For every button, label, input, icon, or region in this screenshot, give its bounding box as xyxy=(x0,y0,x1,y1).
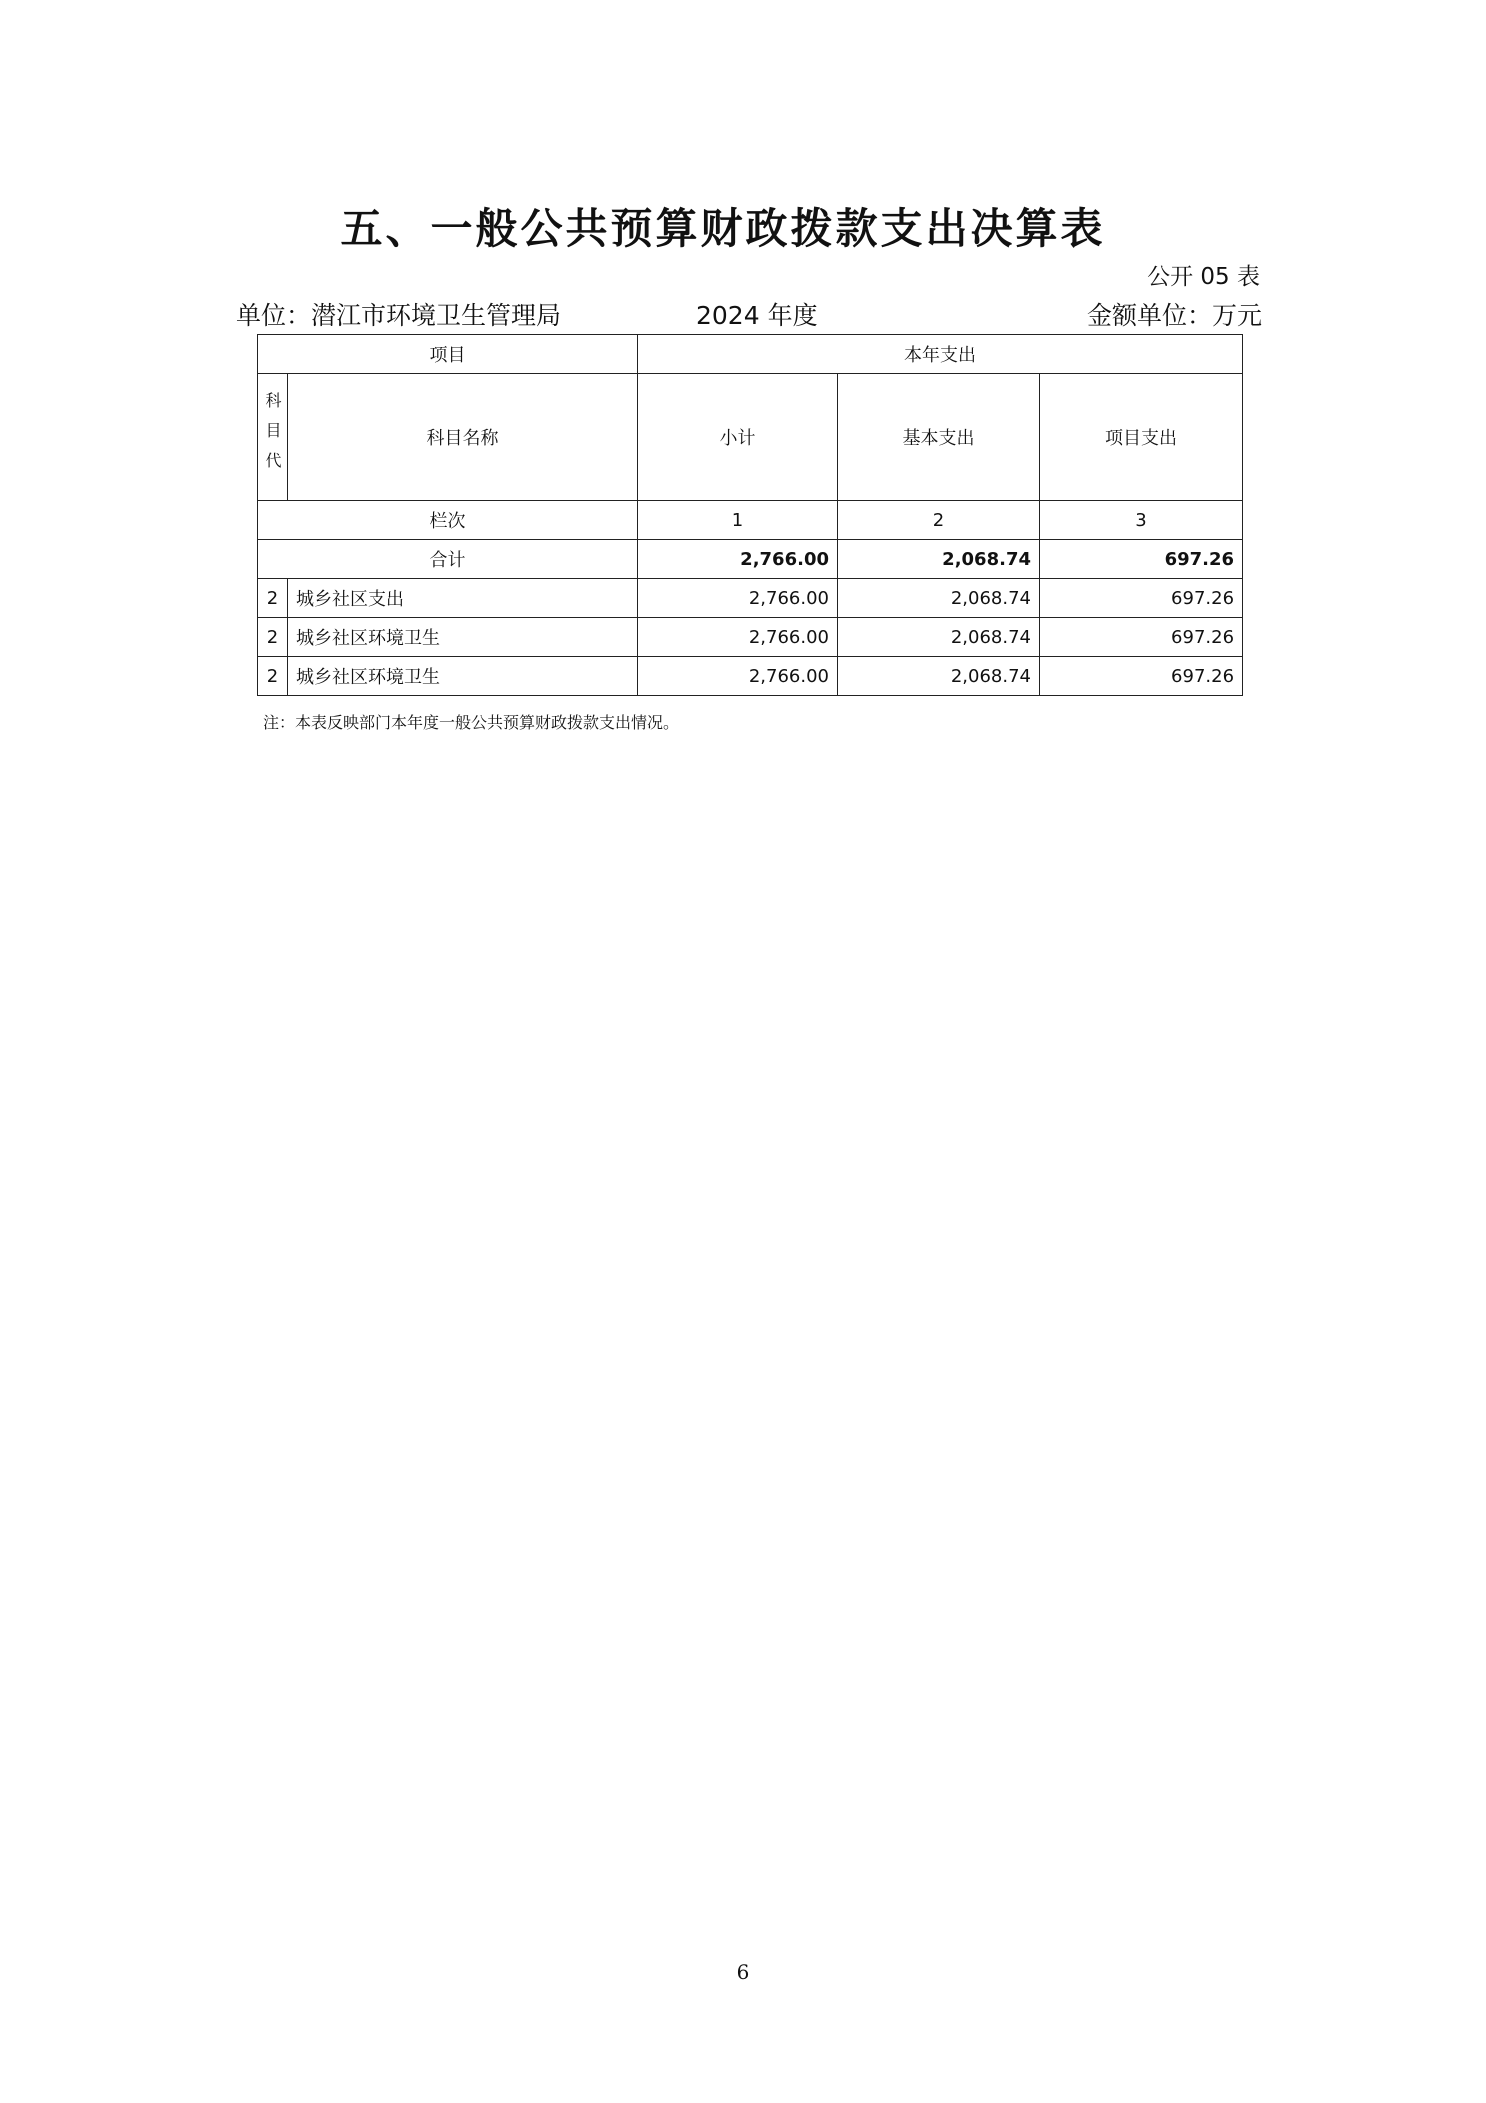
amount-unit: 金额单位：万元 xyxy=(1086,301,1262,330)
row-code: 2 xyxy=(258,579,288,618)
row-name: 城乡社区支出 xyxy=(288,579,638,618)
header-subtotal: 小计 xyxy=(638,374,838,501)
row-subtotal: 2,766.00 xyxy=(638,579,838,618)
row-basic: 2,068.74 xyxy=(838,579,1040,618)
reporting-unit: 单位：潜江市环境卫生管理局 xyxy=(236,301,562,330)
total-subtotal: 2,766.00 xyxy=(638,540,838,579)
total-project: 697.26 xyxy=(1040,540,1243,579)
header-row-1 xyxy=(258,335,1243,374)
column-index: 1 xyxy=(638,501,838,540)
fiscal-year: 2024 年度 xyxy=(696,301,818,330)
row-basic: 2,068.74 xyxy=(838,657,1040,696)
row-subtotal: 2,766.00 xyxy=(638,618,838,657)
meta-line xyxy=(236,296,1262,332)
total-basic: 2,068.74 xyxy=(838,540,1040,579)
table-note: 注：本表反映部门本年度一般公共预算财政拨款支出情况。 xyxy=(263,713,680,732)
header-name: 科目名称 xyxy=(288,374,638,501)
row-project: 697.26 xyxy=(1040,657,1243,696)
row-code: 2 xyxy=(258,657,288,696)
page-number: 6 xyxy=(736,1960,750,1984)
table-row xyxy=(258,618,1243,657)
total-label: 合计 xyxy=(258,540,638,579)
table-row xyxy=(258,657,1243,696)
total-row xyxy=(258,540,1243,579)
page-title: 五、一般公共预算财政拨款支出决算表 xyxy=(340,204,1106,253)
expenditure-table xyxy=(257,334,1243,696)
header-project: 项目支出 xyxy=(1040,374,1243,501)
header-row-2 xyxy=(258,374,1243,501)
header-code: 科目代 xyxy=(258,374,288,501)
row-project: 697.26 xyxy=(1040,618,1243,657)
row-project: 697.26 xyxy=(1040,579,1243,618)
row-name: 城乡社区环境卫生 xyxy=(288,618,638,657)
row-basic: 2,068.74 xyxy=(838,618,1040,657)
row-subtotal: 2,766.00 xyxy=(638,657,838,696)
table-row xyxy=(258,579,1243,618)
header-expense: 本年支出 xyxy=(638,335,1243,374)
column-index: 3 xyxy=(1040,501,1243,540)
row-code: 2 xyxy=(258,618,288,657)
header-basic: 基本支出 xyxy=(838,374,1040,501)
header-item: 项目 xyxy=(258,335,638,374)
column-index: 2 xyxy=(838,501,1040,540)
column-index-label: 栏次 xyxy=(258,501,638,540)
column-index-row xyxy=(258,501,1243,540)
row-name: 城乡社区环境卫生 xyxy=(288,657,638,696)
form-code: 公开 05 表 xyxy=(1147,264,1260,290)
